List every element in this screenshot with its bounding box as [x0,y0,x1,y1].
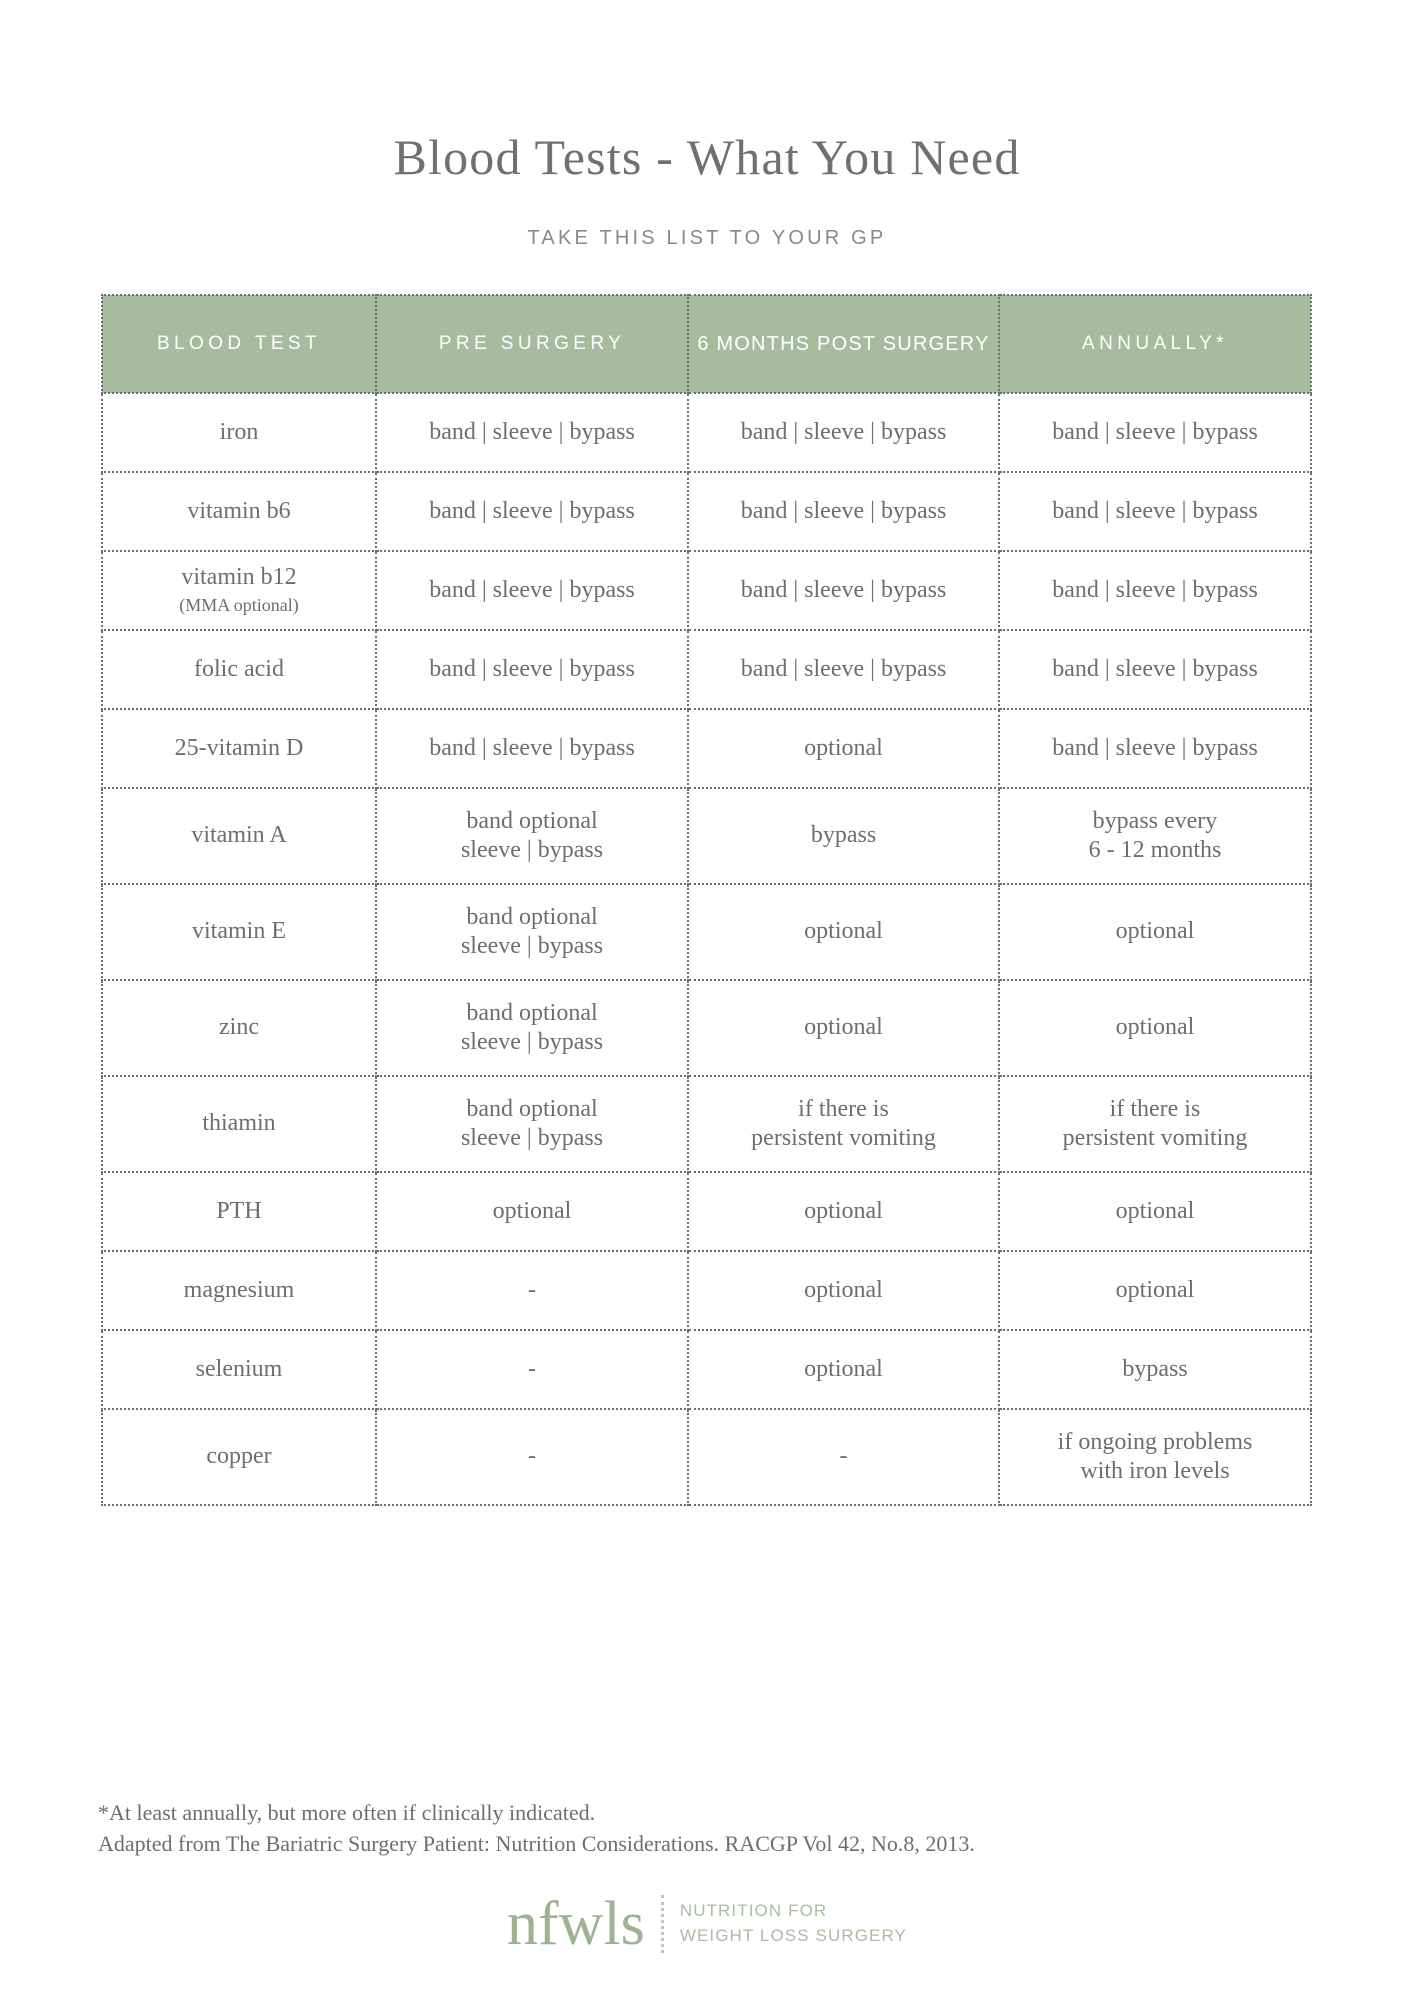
cell-blood-test [102,884,376,980]
cell-annually-line1: bypass every [1092,807,1218,834]
cell-annually [999,884,1311,980]
column-header-pre-surgery: PRE SURGERY [376,295,688,393]
cell-6-months-post-surgery-line1: band | sleeve | bypass [740,418,947,445]
cell-6-months-post-surgery [688,630,999,709]
cell-6-months-post-surgery [688,1409,999,1505]
cell-annually [999,1076,1311,1172]
page-subtitle: TAKE THIS LIST TO YOUR GP [527,227,887,249]
cell-blood-test [102,630,376,709]
cell-blood-test [102,1409,376,1505]
cell-pre-surgery [376,551,688,630]
cell-annually [999,551,1311,630]
cell-annually-line2: persistent vomiting [1062,1125,1248,1151]
cell-6-months-post-surgery-line1: optional [804,1276,883,1303]
column-header-annually: ANNUALLY* [999,295,1311,393]
cell-6-months-post-surgery [688,472,999,551]
table-row [102,1076,1311,1172]
cell-blood-test-line1: iron [219,418,259,445]
cell-annually [999,1409,1311,1505]
cell-6-months-post-surgery [688,1251,999,1330]
page-title: Blood Tests - What You Need [393,129,1021,185]
cell-annually-line2: 6 - 12 months [1088,837,1222,863]
cell-6-months-post-surgery-line1: bypass [810,822,877,849]
cell-blood-test-line1: vitamin E [192,918,286,945]
cell-blood-test-line1: folic acid [194,655,284,682]
cell-annually [999,980,1311,1076]
cell-pre-surgery [376,472,688,551]
table-row [102,551,1311,630]
footnotes [98,1797,1338,1859]
cell-annually [999,1172,1311,1251]
cell-6-months-post-surgery-line1: if there is [798,1095,889,1122]
cell-blood-test [102,1251,376,1330]
cell-6-months-post-surgery [688,980,999,1076]
cell-6-months-post-surgery [688,1330,999,1409]
cell-blood-test [102,709,376,788]
cell-6-months-post-surgery-line1: optional [804,1197,883,1224]
table-row [102,1409,1311,1505]
table-header [102,295,1311,393]
cell-blood-test [102,472,376,551]
cell-6-months-post-surgery-line1: - [839,1443,848,1470]
cell-pre-surgery [376,1330,688,1409]
logo-divider-icon [661,1895,664,1953]
cell-6-months-post-surgery-line1: optional [804,918,883,945]
cell-annually [999,788,1311,884]
cell-pre-surgery-line1: band | sleeve | bypass [429,497,635,524]
column-header-blood-test: BLOOD TEST [102,295,376,393]
cell-annually-line1: band | sleeve | bypass [1052,655,1258,682]
cell-pre-surgery-line1: band optional [466,903,598,930]
cell-pre-surgery-line1: band | sleeve | bypass [429,655,635,682]
cell-annually [999,1330,1311,1409]
cell-6-months-post-surgery-line1: optional [804,1014,883,1041]
cell-pre-surgery-line1: band optional [466,999,598,1026]
cell-pre-surgery [376,788,688,884]
cell-annually [999,472,1311,551]
cell-annually-line1: optional [1115,1197,1195,1224]
cell-pre-surgery [376,630,688,709]
cell-6-months-post-surgery [688,1172,999,1251]
cell-pre-surgery [376,1409,688,1505]
table-row [102,884,1311,980]
cell-blood-test-line1: vitamin b6 [187,497,291,524]
cell-blood-test-line1: selenium [195,1355,283,1382]
cell-annually-line1: bypass [1122,1355,1188,1382]
cell-pre-surgery-line1: band optional [466,807,598,834]
cell-blood-test-line1: magnesium [183,1276,295,1303]
cell-6-months-post-surgery-line1: band | sleeve | bypass [740,655,947,682]
blood-test-table [101,294,1312,1506]
blood-test-table-wrapper [101,294,1310,1506]
cell-pre-surgery-line1: optional [492,1197,572,1224]
table-row [102,630,1311,709]
table-row [102,1172,1311,1251]
cell-pre-surgery-line1: - [528,1443,536,1470]
table-row [102,393,1311,472]
cell-pre-surgery-line1: band | sleeve | bypass [429,418,635,445]
cell-annually-line1: band | sleeve | bypass [1052,576,1258,603]
table-header-row [102,295,1311,393]
cell-pre-surgery [376,980,688,1076]
cell-6-months-post-surgery [688,709,999,788]
cell-blood-test [102,788,376,884]
cell-blood-test-line1: zinc [219,1014,259,1041]
cell-blood-test-line1: thiamin [202,1110,276,1137]
table-row [102,1330,1311,1409]
logo-wordmark: nfwls [507,1890,645,1958]
cell-blood-test [102,551,376,630]
table-row [102,788,1311,884]
cell-blood-test [102,1330,376,1409]
cell-pre-surgery [376,1251,688,1330]
cell-blood-test [102,1076,376,1172]
table-row [102,472,1311,551]
column-header-6-months-post-surgery: 6 MONTHS POST SURGERY [688,295,999,393]
table-row [102,980,1311,1076]
footnote-source: Adapted from The Bariatric Surgery Patient: Nutrition Considerations. RACGP Vol 42, No.8, 2013. [98,1831,975,1857]
cell-blood-test-line1: PTH [216,1197,262,1224]
cell-annually-line1: band | sleeve | bypass [1052,418,1258,445]
cell-blood-test [102,393,376,472]
cell-pre-surgery-line1: band | sleeve | bypass [429,734,635,761]
cell-blood-test-line1: 25-vitamin D [174,734,304,761]
nfwls-logo [0,1890,1414,1958]
cell-6-months-post-surgery-line1: band | sleeve | bypass [740,576,947,603]
table-body [102,393,1311,1505]
table-row [102,709,1311,788]
cell-pre-surgery [376,393,688,472]
cell-6-months-post-surgery [688,393,999,472]
cell-6-months-post-surgery [688,551,999,630]
logo-tagline-line1: NUTRITION FOR [679,1901,828,1921]
cell-pre-surgery [376,709,688,788]
cell-annually-line2: with iron levels [1080,1458,1230,1484]
cell-pre-surgery [376,1076,688,1172]
cell-blood-test-line1: vitamin b12 [181,564,297,591]
cell-6-months-post-surgery-line2: persistent vomiting [751,1125,936,1151]
cell-annually [999,630,1311,709]
cell-blood-test-line1: vitamin A [191,822,287,849]
table-row [102,1251,1311,1330]
cell-pre-surgery-line1: - [528,1355,536,1382]
logo-tagline [680,1899,907,1948]
logo-tagline-line2: WEIGHT LOSS SURGERY [679,1926,907,1945]
cell-6-months-post-surgery-line1: optional [804,734,883,761]
logo-inner [507,1890,907,1958]
cell-blood-test [102,1172,376,1251]
cell-pre-surgery-line2: sleeve | bypass [460,837,604,863]
cell-6-months-post-surgery [688,884,999,980]
cell-blood-test-line2: (MMA optional) [179,595,299,616]
cell-annually-line1: optional [1115,918,1195,945]
cell-6-months-post-surgery [688,1076,999,1172]
cell-pre-surgery-line1: - [528,1276,536,1303]
cell-annually-line1: optional [1115,1014,1195,1041]
cell-6-months-post-surgery [688,788,999,884]
cell-annually-line1: if ongoing problems [1057,1428,1253,1455]
cell-6-months-post-surgery-line1: band | sleeve | bypass [740,497,947,524]
cell-pre-surgery [376,884,688,980]
cell-annually-line1: if there is [1109,1095,1201,1122]
cell-blood-test-line1: copper [206,1443,272,1470]
cell-annually-line1: band | sleeve | bypass [1052,734,1258,761]
cell-pre-surgery-line2: sleeve | bypass [460,1125,604,1151]
cell-pre-surgery-line1: band optional [466,1095,598,1122]
footnote-annually: *At least annually, but more often if clinically indicated. [98,1800,596,1825]
cell-pre-surgery-line1: band | sleeve | bypass [429,576,635,603]
cell-pre-surgery [376,1172,688,1251]
cell-annually-line1: band | sleeve | bypass [1052,497,1258,524]
cell-pre-surgery-line2: sleeve | bypass [460,1029,604,1055]
cell-annually-line1: optional [1115,1276,1195,1303]
cell-annually [999,709,1311,788]
cell-pre-surgery-line2: sleeve | bypass [460,933,604,959]
cell-blood-test [102,980,376,1076]
cell-annually [999,393,1311,472]
cell-6-months-post-surgery-line1: optional [804,1355,883,1382]
cell-annually [999,1251,1311,1330]
